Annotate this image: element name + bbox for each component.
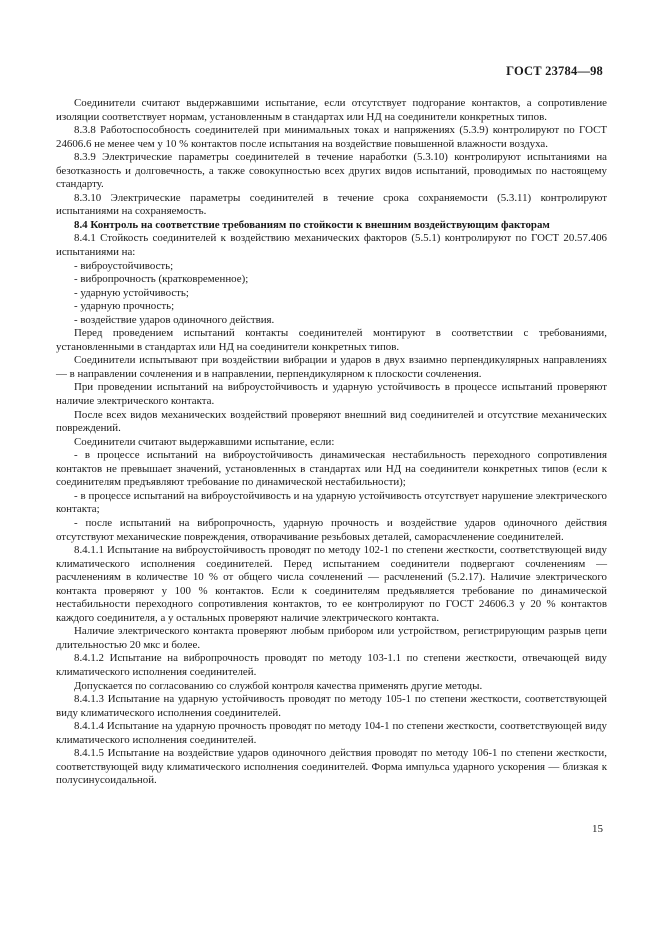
paragraph: 8.4.1.5 Испытание на воздействие ударов одиночного действия проводят по методу 106-1 по степени жесткости, соответствующей виду климатического исполнения соединителей. Форма импульса ударного ускорения — близкая к полусинусоидальной. bbox=[56, 747, 607, 787]
paragraph: Соединители считают выдержавшими испытание, если отсутствует подгорание контактов, а сопротивление изоляции соответствует нормам, установленным в стандартах или НД на соединители конкретных типов. bbox=[56, 97, 607, 123]
list-item: - вибропрочность (кратковременное); bbox=[74, 273, 249, 286]
paragraph: 8.4.1.1 Испытание на виброустойчивость проводят по методу 102-1 по степени жесткости, соответствующей виду климатического исполнения соединителей. Перед испытанием соединители подвергают сочленениям — расчленениям в количестве 10 % от общего числа сочленений — расчленений (5.2.17). Наличие электрического контакта проверяют у 100 % контактов. Если к соединителям предъявляется требование по динамической нестабильности переходного сопротивления контактов, то ее контролируют по ГОСТ 24606.3 у 20 % контактов каждого соединителя, а у остальных проверяют наличие электрического контакта. bbox=[56, 544, 607, 624]
list-item: - в процессе испытаний на виброустойчивость и на ударную устойчивость отсутствует нарушение электрического контакта; bbox=[56, 489, 607, 516]
paragraph: 8.3.9 Электрические параметры соединителей в течение наработки (5.3.10) контролируют испытаниями на безотказность и долговечность, а также совокупностью всех других видов испытаний, проводимых по настоящему стандарту. bbox=[56, 151, 607, 191]
document-code: ГОСТ 23784—98 bbox=[506, 64, 603, 78]
list-item: - воздействие ударов одиночного действия. bbox=[74, 313, 275, 326]
paragraph: После всех видов механических воздействий проверяют внешний вид соединителей и отсутствие механических повреждений. bbox=[56, 408, 607, 435]
list-item: - после испытаний на вибропрочность, ударную прочность и воздействие ударов одиночного действия отсутствуют механические повреждения, отворачивание резьбовых деталей, саморасчленение соединителей. bbox=[56, 516, 607, 543]
paragraph: При проведении испытаний на виброустойчивость и ударную устойчивость в процессе испытаний проверяют наличие электрического контакта. bbox=[56, 381, 607, 408]
section-heading: 8.4 Контроль на соответствие требованиям по стойкости к внешним воздействующим факторам bbox=[74, 218, 550, 231]
list-item: - в процессе испытаний на виброустойчивость динамическая нестабильность переходного сопротивления контактов не превышает значений, установленных в стандартах или НД на соединители конкретных типов (если к соединителям предъявляют требование по динамической нестабильности); bbox=[56, 449, 607, 489]
paragraph: Наличие электрического контакта проверяют любым прибором или устройством, регистрирующим разрыв цепи длительностью 20 мкс и более. bbox=[56, 625, 607, 651]
page-number: 15 bbox=[592, 823, 603, 835]
paragraph: 8.3.8 Работоспособность соединителей при минимальных токах и напряжениях (5.3.9) контролируют по ГОСТ 24606.6 не менее чем у 10 % контактов после испытания на воздействие повышенной влажности воздуха. bbox=[56, 124, 607, 150]
paragraph: 8.4.1.3 Испытание на ударную устойчивость проводят по методу 105-1 по степени жесткости, соответствующей виду климатического исполнения соединителей. bbox=[56, 693, 607, 719]
paragraph: 8.4.1.2 Испытание на вибропрочность проводят по методу 103-1.1 по степени жесткости, отвечающей виду климатического исполнения соединителей. bbox=[56, 652, 607, 678]
paragraph: Допускается по согласованию со службой контроля качества применять другие методы. bbox=[74, 679, 483, 692]
paragraph: Соединители считают выдержавшими испытание, если: bbox=[74, 435, 335, 448]
list-item: - ударную устойчивость; bbox=[74, 286, 189, 299]
paragraph: 8.3.10 Электрические параметры соединителей в течение срока сохраняемости (5.3.11) контролируют испытаниями на сохраняемость. bbox=[56, 191, 607, 218]
paragraph: Перед проведением испытаний контакты соединителей монтируют в соответствии с требованиями, установленными в стандартах или НД на соединители конкретных типов. bbox=[56, 327, 607, 353]
paragraph: 8.4.1 Стойкость соединителей к воздействию механических факторов (5.5.1) контролируют по ГОСТ 20.57.406 испытаниями на: bbox=[56, 232, 607, 259]
paragraph: 8.4.1.4 Испытание на ударную прочность проводят по методу 104-1 по степени жесткости, соответствующей виду климатического исполнения соединителей. bbox=[56, 720, 607, 746]
paragraph: Соединители испытывают при воздействии вибрации и ударов в двух взаимно перпендикулярных направлениях — в направлении сочленения и в направлении, перпендикулярном к плоскости сочленения. bbox=[56, 354, 607, 380]
list-item: - виброустойчивость; bbox=[74, 259, 174, 272]
list-item: - ударную прочность; bbox=[74, 300, 175, 313]
page-body bbox=[56, 97, 607, 788]
